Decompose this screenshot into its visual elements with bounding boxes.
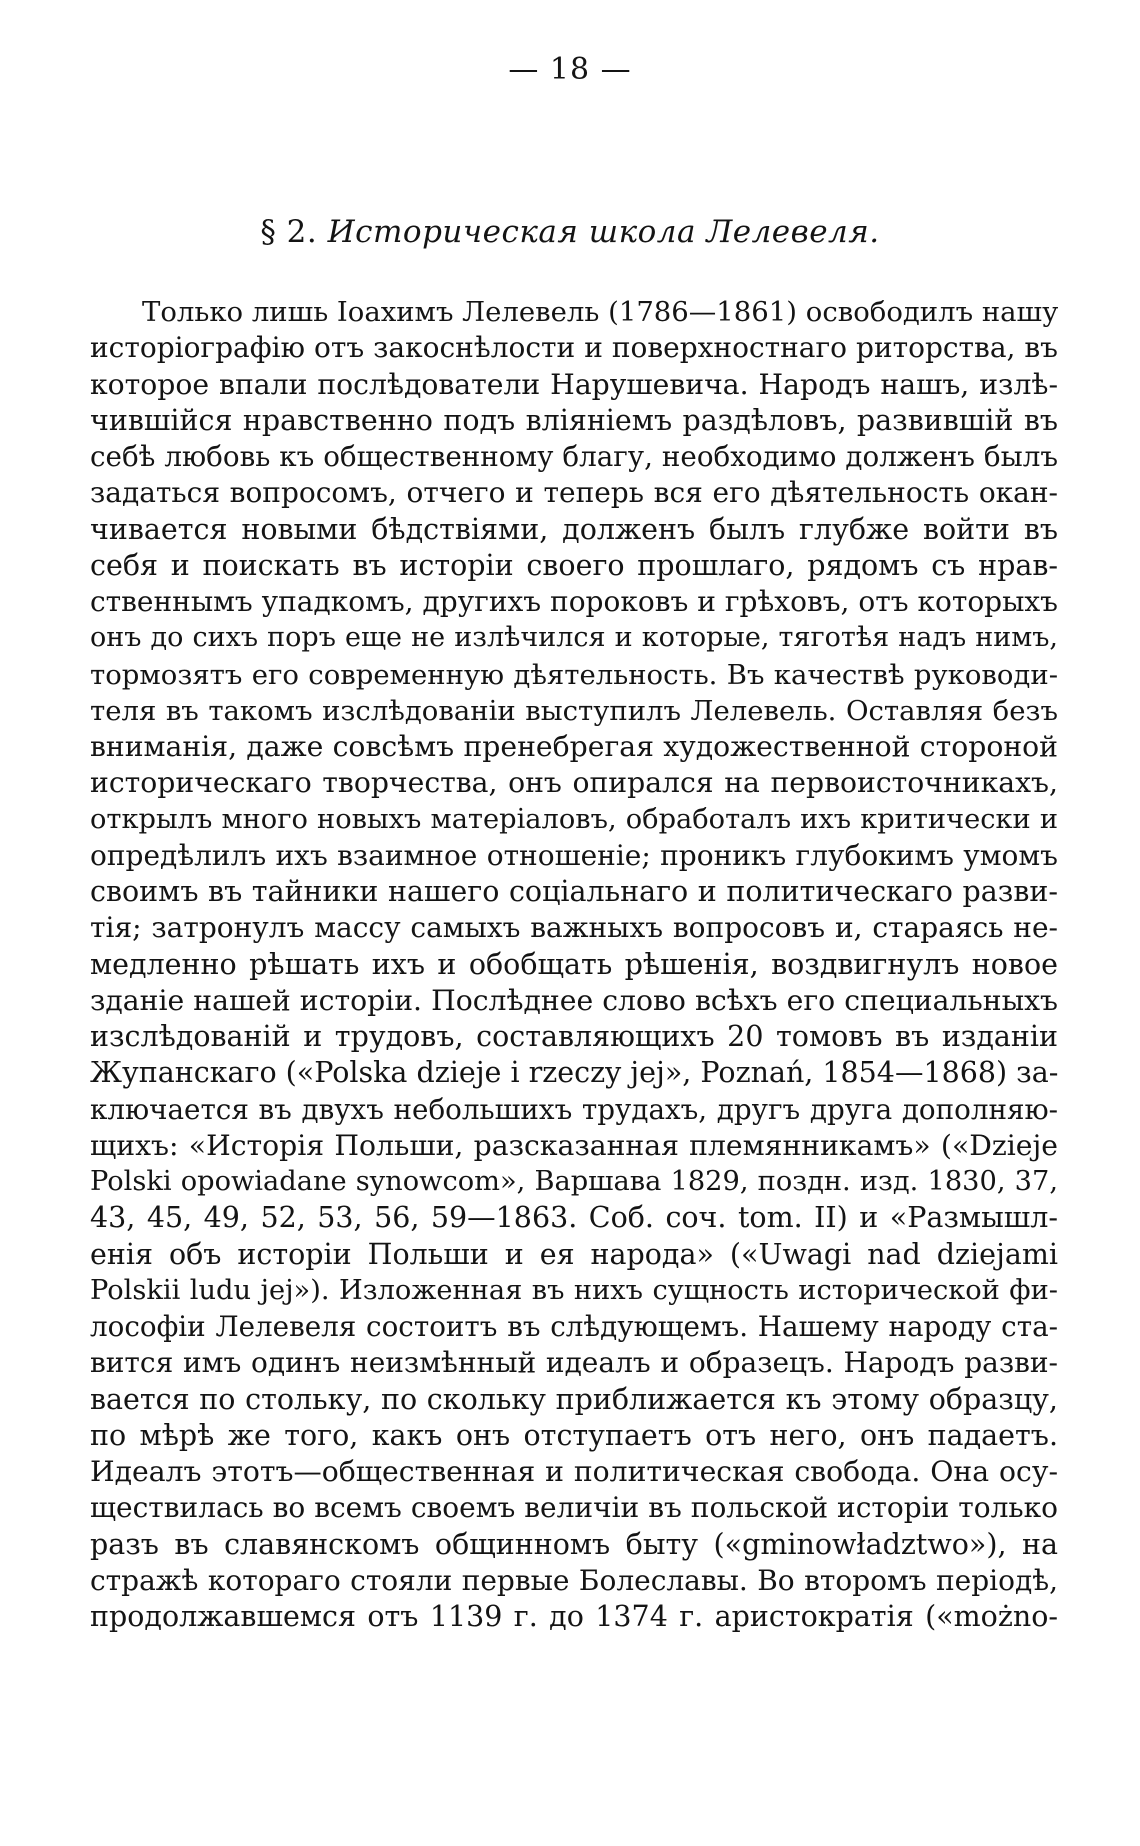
text-line: своимъ въ тайники нашего соціальнаго и политическаго разви- <box>90 875 1058 908</box>
text-line: стражѣ котораго стояли первые Болеславы. Во второмъ періодѣ, <box>90 1563 1058 1597</box>
text-line: изслѣдованій и трудовъ, составляющихъ 20 томовъ въ изданіи <box>90 1020 1058 1053</box>
text-line: щихъ: «Исторія Польши, разсказанная племянникамъ» («Dzieje <box>90 1128 1058 1162</box>
section-heading <box>0 214 1140 250</box>
text-line: 43, 45, 49, 52, 53, 56, 59—1863. Соб. соч. tom. II) и «Размышл- <box>90 1201 1058 1235</box>
text-line: Идеалъ этотъ—общественная и политическая свобода. Она осу- <box>90 1455 1058 1488</box>
text-line: енія объ исторіи Польши и ея народа» («Uwagi nad dziejami <box>90 1237 1058 1271</box>
text-line: чившійся нравственно подъ вліяніемъ раздѣловъ, развившій въ <box>90 403 1058 437</box>
page-number: — 18 — <box>508 52 632 87</box>
text-line: вается по стольку, по скольку приближается къ этому образцу, <box>90 1382 1058 1416</box>
text-line: исторіографію отъ закоснѣлости и поверхностнаго риторства, въ <box>90 331 1058 365</box>
section-marker: § 2. <box>260 214 318 250</box>
text-line: Жупанскаго («Polska dzieje i rzeczy jej», Poznań, 1854—1868) за- <box>90 1056 1058 1090</box>
text-line: ключается въ двухъ небольшихъ трудахъ, другъ друга дополняю- <box>90 1092 1058 1126</box>
text-line: ществилась во всемъ своемъ величіи въ польской исторіи только <box>90 1491 1058 1525</box>
text-line: лософіи Лелевеля состоитъ въ слѣдующемъ. Нашему народу ста- <box>90 1310 1058 1343</box>
text-line: чивается новыми бѣдствіями, долженъ былъ глубже войти въ <box>90 512 1058 546</box>
text-line: которое впали послѣдователи Нарушевича. Народъ нашъ, излѣ- <box>90 367 1058 401</box>
text-line: вниманія, даже совсѣмъ пренебрегая художественной стороной <box>90 730 1058 763</box>
text-line: себя и поискать въ исторіи своего прошлаго, рядомъ съ нрав- <box>90 548 1058 582</box>
text-line: тормозятъ его современную дѣятельность. Въ качествѣ руководи- <box>90 658 1058 691</box>
text-line: онъ до сихъ поръ еще не излѣчился и которые, тяготѣя надъ нимъ, <box>90 622 1058 654</box>
section-title: Историческая школа Лелевеля. <box>327 214 880 250</box>
text-line: Polski opowiadane synowcom», Варшава 1829, поздн. изд. 1830, 37, <box>90 1166 1058 1197</box>
text-line: теля въ такомъ изслѣдованіи выступилъ Лелевель. Оставляя безъ <box>90 694 1058 727</box>
text-line: задаться вопросомъ, отчего и теперь вся его дѣятельность окан- <box>90 476 1058 510</box>
text-line: Только лишь Іоахимъ Лелевель (1786—1861) освободилъ нашу <box>142 296 1058 328</box>
text-line: по мѣрѣ же того, какъ онъ отступаетъ отъ него, онъ падаетъ. <box>90 1418 1058 1452</box>
text-line: опредѣлилъ ихъ взаимное отношеніе; проникъ глубокимъ умомъ <box>90 838 1058 872</box>
text-line: разъ въ славянскомъ общинномъ быту («gminowładztwo»), на <box>90 1527 1058 1561</box>
text-line: продолжавшемся отъ 1139 г. до 1374 г. аристократія («możno- <box>90 1600 1058 1633</box>
text-line: себѣ любовь къ общественному благу, необходимо долженъ былъ <box>90 440 1058 473</box>
body-text <box>90 294 1058 1635</box>
text-line: медленно рѣшать ихъ и обобщать рѣшенія, воздвигнулъ новое <box>90 947 1058 981</box>
text-line: Polskii ludu jej»). Изложенная въ нихъ сущность исторической фи- <box>90 1274 1058 1306</box>
text-line: ственнымъ упадкомъ, другихъ пороковъ и грѣховъ, отъ которыхъ <box>90 585 1058 618</box>
text-line: вится имъ одинъ неизмѣнный идеалъ и образецъ. Народъ разви- <box>90 1346 1058 1380</box>
text-line: открылъ много новыхъ матеріаловъ, обработалъ ихъ критически и <box>90 803 1058 835</box>
text-line: тія; затронулъ массу самыхъ важныхъ вопросовъ и, стараясь не- <box>90 911 1058 945</box>
text-line: историческаго творчества, онъ опирался на первоисточникахъ, <box>90 766 1058 800</box>
text-line: зданіе нашей исторіи. Послѣднее слово всѣхъ его специальныхъ <box>90 983 1058 1017</box>
